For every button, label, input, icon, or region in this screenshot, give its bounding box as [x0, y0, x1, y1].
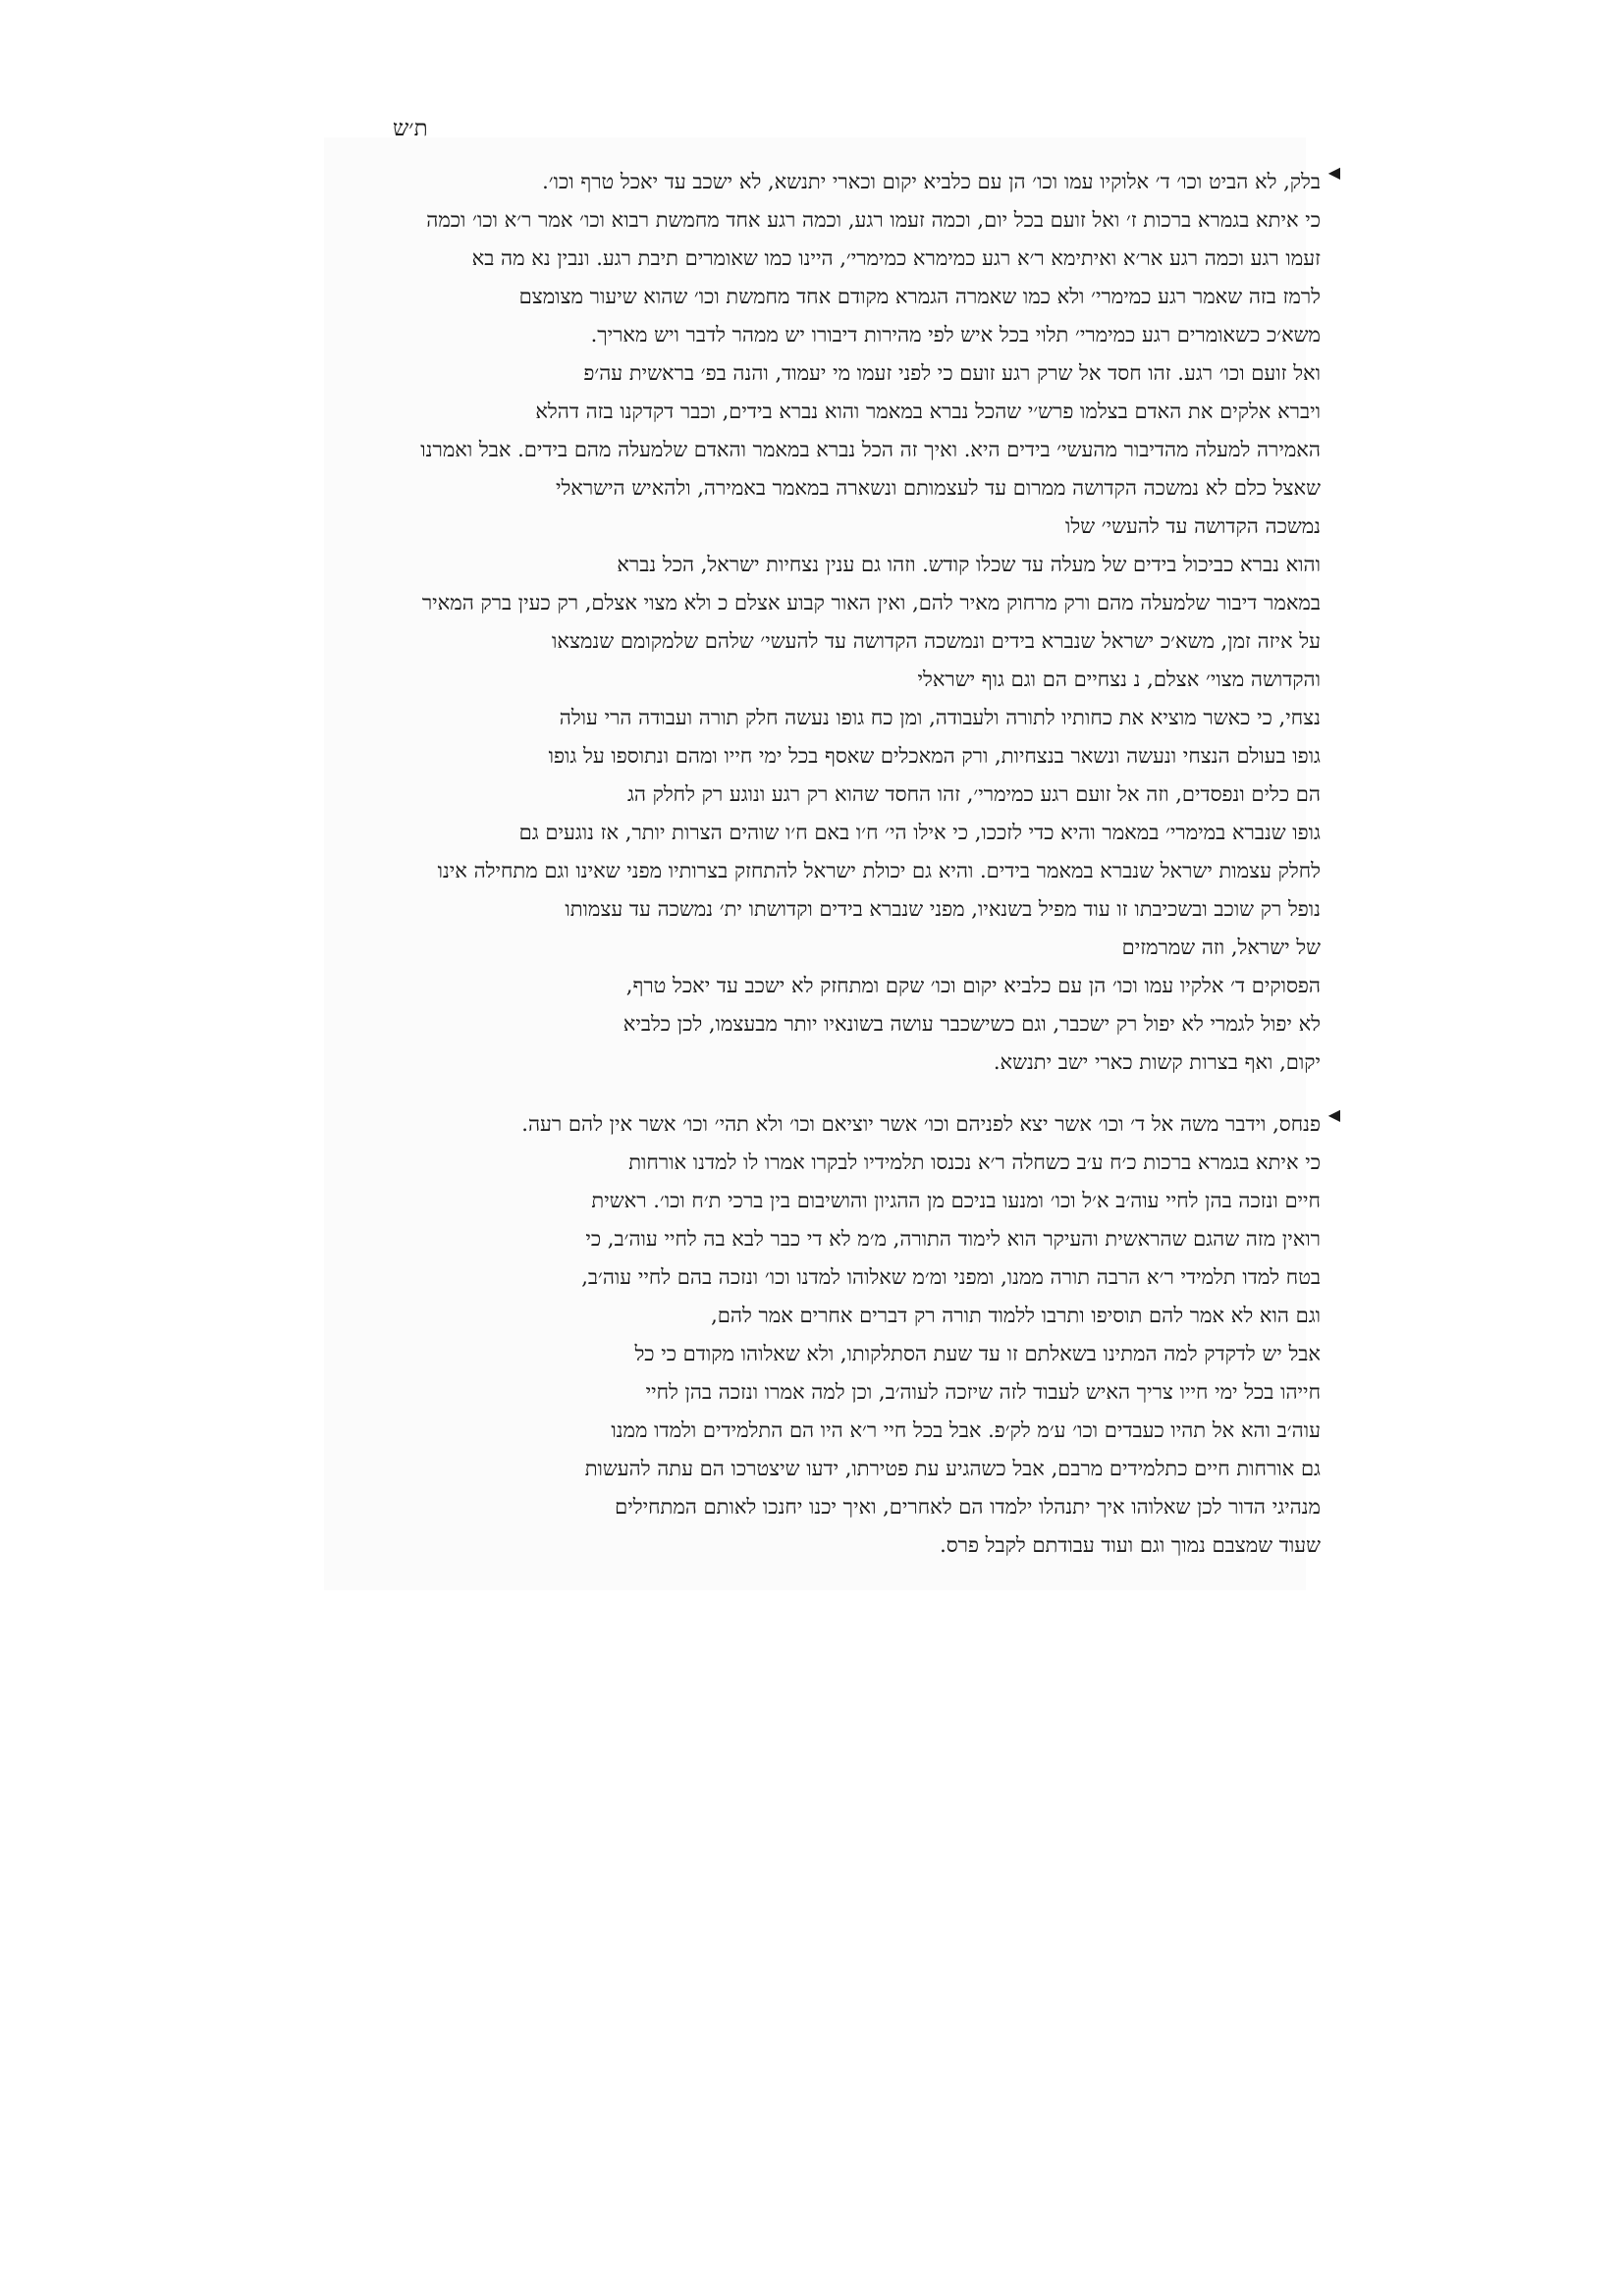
- text-line-content: על איזה זמן, משא׳כ ישראל שנברא בידים ונמשכה הקדושה עד להעשי׳ שלהם שלמקומם שנמצאו: [552, 629, 1321, 653]
- text-line-content: גופו בעולם הנצחי ונעשה ונשאר בנצחיות, ורק המאכלים שאסף בכל ימי חייו ומהם ונתוספו על גופו: [548, 744, 1321, 768]
- text-line: [295, 1258, 1321, 1297]
- text-line: [295, 699, 1321, 737]
- text-line: [295, 737, 1321, 775]
- text-line: [295, 814, 1321, 852]
- text-line: [295, 1144, 1321, 1182]
- text-line: [295, 1043, 1321, 1082]
- text-line-content: וגם הוא לא אמר להם תוסיפו ותרבו ללמוד תורה רק דברים אחרים אמר להם,: [711, 1304, 1321, 1327]
- text-line: [295, 890, 1321, 929]
- text-line-content: של ישראל, וזה שמרמזים: [1121, 935, 1321, 959]
- text-line-content: כי איתא בגמרא ברכות ז׳ ואל זועם בכל יום, וכמה זעמו רגע, וכמה רגע אחד מחמשת רבוא וכו׳ אמר ר׳א וכו׳ וכמה: [426, 208, 1321, 232]
- text-line: [295, 1335, 1321, 1373]
- text-line-content: זעמו רגע וכמה רגע אר׳א ואיתימא ר׳א רגע כמימרא כמימרי׳, היינו כמו שאומרים תיבת רגע. ונבין נא מה בא: [471, 246, 1321, 270]
- text-line-content: שעוד שמצבם נמוך וגם ועוד עבודתם לקבל פרס.: [940, 1533, 1321, 1557]
- text-line-content: מנהיגי הדור לכן שאלוהו איך יתנהלו ילמדו הם לאחרים, ואיך יכנו יחנכו לאותם המתחילים: [615, 1495, 1321, 1519]
- text-line: [295, 1005, 1321, 1043]
- pinchas-section: [295, 1105, 1340, 1565]
- text-line-content: חיים ונזכה בהן לחיי עוה׳ב א׳ל וכו׳ ומנעו בניכם מן ההגיון והושיבום בין ברכי ת׳ח וכו׳. ראשית: [591, 1189, 1321, 1212]
- text-line: [295, 1526, 1321, 1565]
- triangle-bullet-icon: ◀: [1327, 1105, 1340, 1124]
- text-line-content: גופו שנברא במימרי׳ במאמר והיא כדי לזככו, כי אילו הי׳ ח׳ו באם ח׳ו שוהים הצרות יותר, אז נוגעים גם: [518, 821, 1321, 844]
- text-line-content: חייהו בכל ימי חייו צריך האיש לעבוד לזה שיזכה לעוה׳ב, וכן למה אמרו ונזכה בהן לחיי: [645, 1380, 1321, 1404]
- text-line: [295, 278, 1321, 316]
- triangle-bullet-icon: ◀: [1327, 163, 1340, 182]
- text-line: [295, 393, 1321, 431]
- text-line: [295, 1373, 1321, 1412]
- text-line: [295, 469, 1321, 507]
- text-line: [295, 967, 1321, 1005]
- text-line: [295, 852, 1321, 890]
- text-line-content: האמירה למעלה מהדיבור מהעשי׳ בידים היא. ואיך זה הכל נברא במאמר והאדם שלמעלה מהם בידים. אבל ואמרנו: [420, 438, 1321, 461]
- text-line: [295, 1182, 1321, 1220]
- text-line-content: הם כלים ונפסדים, וזה אל זועם רגע כמימרי׳, זהו החסד שהוא רק רגע ונוגע רק לחלק הג: [626, 782, 1321, 806]
- text-line-content: והקדושה מצוי׳ אצלם, נ נצחיים הם וגם גוף ישראלי: [917, 667, 1321, 691]
- text-line-content: ואל זועם וכו׳ רגע. זהו חסד אל שרק רגע זועם כי לפני זעמו מי יעמוד, והנה בפ׳ בראשית עה׳פ: [583, 361, 1321, 385]
- text-line-content: לרמז בזה שאמר רגע כמימרי׳ ולא כמו שאמרה הגמרא מקודם אחד מחמשת וכו׳ שהוא שיעור מצומצם: [518, 285, 1321, 308]
- text-line-content: נמשכה הקדושה עד להעשי׳ שלו: [1065, 514, 1321, 538]
- text-line-content: לחלק עצמות ישראל שנברא במאמר בידים. והיא גם יכולת ישראל להתחזק בצרותיו מפני שאינו וגם מתחילה אינו: [437, 859, 1321, 882]
- text-line: [295, 584, 1321, 622]
- text-line: [295, 1450, 1321, 1488]
- text-line-content: שאצל כלם לא נמשכה הקדושה ממרום עד לעצמותם ונשארה במאמר באמירה, ולהאיש הישראלי: [555, 476, 1321, 500]
- text-line-content: במאמר דיבור שלמעלה מהם ורק מרחוק מאיר להם, ואין האור קבוע אצלם כ ולא מצוי אצלם, רק כעין ברק המאיר: [421, 591, 1321, 614]
- text-line: [295, 431, 1321, 469]
- text-line: [295, 775, 1321, 814]
- text-line-content: נופל רק שוכב ובשכיבתו זו עוד מפיל בשנאיו, מפני שנברא בידים וקדושתו ית׳ נמשכה עד עצמותו: [565, 897, 1321, 921]
- text-line-content: לא יפול לגמרי לא יפול רק ישכבר, וגם כשישכבר עושה בשונאיו יותר מבעצמו, לכן כלביא: [622, 1012, 1321, 1036]
- text-line-content: בלק, לא הביט וכו׳ ד׳ אלוקיו עמו וכו׳ הן עם כלביא יקום וכארי יתנשא, לא ישכב עד יאכל טרף וכו׳.: [542, 170, 1321, 193]
- text-line: [295, 622, 1321, 661]
- text-line: [295, 201, 1321, 240]
- text-line-content: רואין מזה שהגם שהראשית והעיקר הוא לימוד התורה, מ׳מ לא די כבר לבא בה לחיי עוה׳ב, כי: [585, 1227, 1321, 1251]
- text-line: [295, 316, 1321, 354]
- text-line: [295, 1105, 1321, 1144]
- text-line-content: פנחס, וידבר משה אל ד׳ וכו׳ אשר יצא לפניהם וכו׳ אשר יוציאם וכו׳ ולא תהי׳ וכו׳ אשר אין להם רעה.: [521, 1112, 1321, 1136]
- text-line: [295, 240, 1321, 278]
- text-line-content: והוא נברא כביכול בידים של מעלה עד שכלו קודש. וזהו גם ענין נצחיות ישראל, הכל נברא: [617, 553, 1321, 576]
- text-line: [295, 1412, 1321, 1450]
- text-line-content: משא׳כ כשאומרים רגע כמימרי׳ תלוי בכל איש לפי מהירות דיבורו יש ממהר לדבר ויש מאריך.: [590, 323, 1321, 347]
- text-line: [295, 1297, 1321, 1335]
- page-header: ת׳ש: [393, 116, 428, 141]
- text-line-content: כי איתא בגמרא ברכות כ׳ח ע׳ב כשחלה ר׳א נכנסו תלמידיו לבקרו אמרו לו למדנו אורחות: [628, 1150, 1321, 1174]
- balak-section: [295, 163, 1340, 1082]
- text-line: [295, 546, 1321, 584]
- text-line-content: נצחי, כי כאשר מוציא את כחותיו לתורה ולעבודה, ומן כח גופו נעשה חלק תורה ועבודה הרי עולה: [559, 706, 1321, 729]
- text-line-content: עוה׳ב והא אל תהיו כעבדים וכו׳ ע׳מ לק׳פ. אבל בכל חיי ר׳א היו הם התלמידים ולמדו ממנו: [611, 1418, 1321, 1442]
- text-line-content: יקום, ואף בצרות קשות כארי ישב יתנשא.: [993, 1050, 1321, 1074]
- text-line-content: אבל יש לדקדק למה המתינו בשאלתם זו עד שעת הסתלקותו, ולא שאלוהו מקודם כי כל: [634, 1342, 1321, 1365]
- text-line-content: ויברא אלקים את האדם בצלמו פרש׳י שהכל נברא במאמר והוא נברא בידים, וכבר דקדקנו בזה דהלא: [535, 400, 1321, 423]
- text-line-content: בטח למדו תלמידי ר׳א הרבה תורה ממנו, ומפני ומ׳מ שאלוהו למדנו וכו׳ ונזכה בהם לחיי עוה׳ב,: [581, 1265, 1321, 1289]
- text-line: [295, 1488, 1321, 1526]
- text-line: [295, 163, 1321, 201]
- text-line: [295, 507, 1321, 546]
- text-line: [295, 929, 1321, 967]
- text-line: [295, 661, 1321, 699]
- text-line: [295, 1220, 1321, 1258]
- text-line: [295, 354, 1321, 393]
- text-line-content: הפסוקים ד׳ אלקיו עמו וכו׳ הן עם כלביא יקום וכו׳ שקם ומתחזק לא ישכב עד יאכל טרף,: [625, 974, 1321, 997]
- text-line-content: גם אורחות חיים כתלמידים מרבם, אבל כשהגיע עת פטירתו, ידעו שיצטרכו הם עתה להעשות: [584, 1457, 1321, 1480]
